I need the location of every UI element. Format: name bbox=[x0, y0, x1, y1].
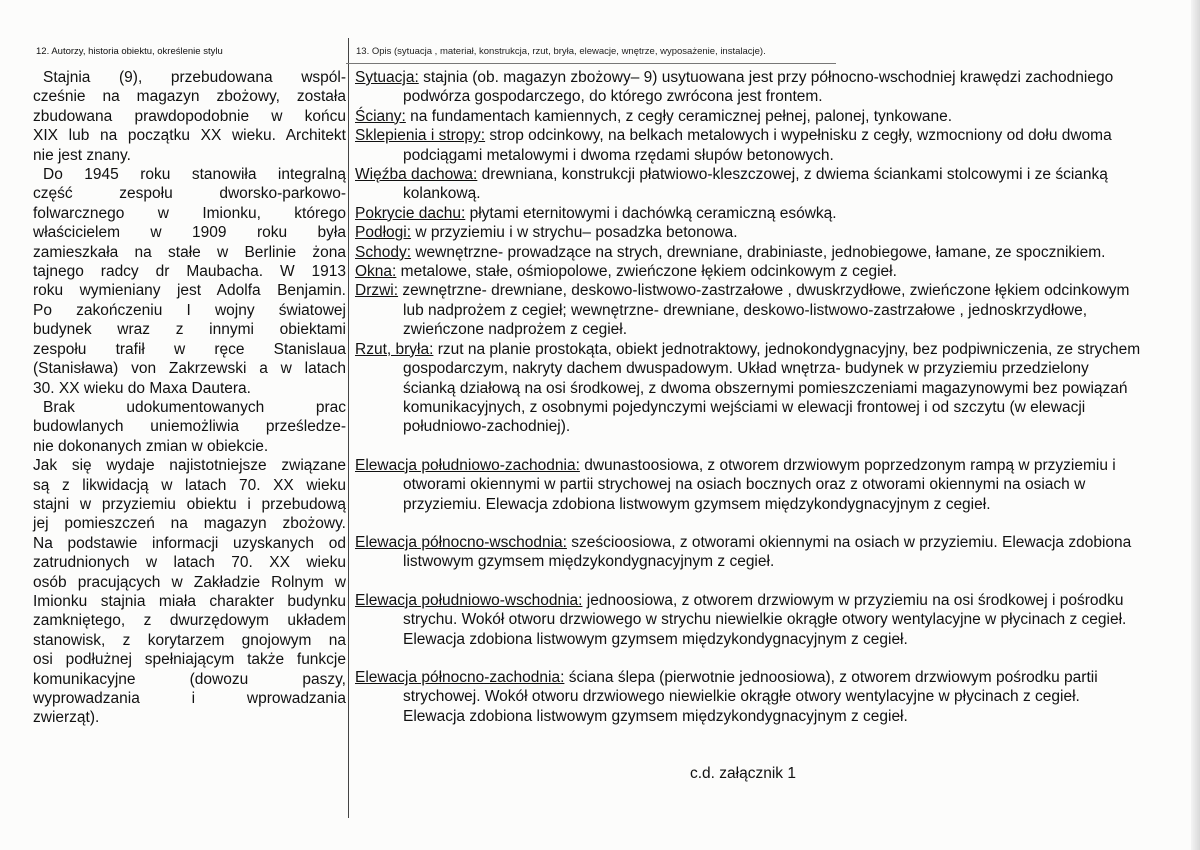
description-section bbox=[355, 591, 1145, 649]
description-section bbox=[355, 533, 1145, 572]
history-line: osi podłużnej spełniającym także funkcje bbox=[33, 651, 346, 669]
history-line: nie dokonanych zmian w obiekcie. bbox=[33, 437, 269, 455]
history-line: zamieszkała na stałe w Berlinie żona bbox=[33, 243, 346, 261]
section-label: Elewacja północno-wschodnia: bbox=[355, 533, 567, 551]
section-text: drewniana, konstrukcji płatwiowo-kleszczowej, z dwiema ściankami stolcowymi i ze ścianką kolankową. bbox=[403, 166, 1108, 203]
history-line: zbudowana prawdopodobnie w końcu bbox=[33, 107, 346, 125]
history-line: budynek wraz z innymi obiektami bbox=[33, 321, 346, 339]
section-label: Sytuacja: bbox=[355, 69, 419, 86]
description-section bbox=[355, 126, 1145, 165]
description-section bbox=[355, 281, 1145, 339]
history-line: zespołu trafił w ręce Stanislaua bbox=[33, 340, 346, 358]
continuation-note: c.d. załącznik 1 bbox=[690, 765, 796, 782]
history-line: nie jest znany. bbox=[33, 146, 131, 164]
history-line: stajni w przyziemiu obiektu i przebudową bbox=[33, 495, 346, 513]
history-line: cześnie na magazyn zbożowy, została bbox=[33, 88, 346, 106]
column-divider bbox=[348, 38, 349, 818]
description-section bbox=[355, 204, 1145, 223]
history-line: Po zakończeniu I wojny światowej bbox=[33, 301, 346, 319]
section-text: rzut na planie prostokąta, obiekt jednotraktowy, jednokondygnacyjny, bez podpiwniczenia, ze strychem gospodarczym, nakryty dachem dwuspadowym. Układ wnętrza- budynek w przyziemiu przedzielony ścianką działową na osi środkowej, z dwoma obszernymi pomieszczeniami magazynowymi bez powiązań komunikacyjnych, z osobnymi pojedynczymi wejściami w elewacji frontowej i od szczytu (w elewacji południowo-zachodniej). bbox=[403, 340, 1141, 436]
section-label: Drzwi: bbox=[355, 282, 399, 300]
history-line: osób pracujących w Zakładzie Rolnym w bbox=[33, 573, 346, 591]
history-line: tajnego radcy dr Maubacha. W 1913 bbox=[33, 263, 346, 281]
history-line: wyprowadzania i wprowadzania bbox=[33, 690, 346, 707]
section-label: Elewacja południowo-zachodnia: bbox=[355, 456, 580, 474]
history-line: 30. XX wieku do Maxa Dautera. bbox=[33, 379, 251, 397]
history-line: zatrudnionych w latach 70. XX wieku bbox=[33, 554, 346, 572]
heading-underline bbox=[346, 63, 836, 64]
history-line: właścicielem w 1909 roku była bbox=[33, 224, 346, 242]
description-section bbox=[355, 668, 1145, 726]
history-line: Stajnia (9), przebudowana wspól- bbox=[43, 69, 346, 86]
history-line: Na podstawie informacji uzyskanych od bbox=[33, 534, 346, 552]
section-label: Sklepienia i stropy: bbox=[355, 127, 486, 145]
section-label: Elewacja północno-zachodnia: bbox=[355, 668, 565, 686]
history-line: XIX lub na początku XX wieku. Architekt bbox=[33, 127, 346, 145]
description-section bbox=[355, 243, 1145, 262]
page-edge-shadow bbox=[1191, 0, 1200, 850]
description-section bbox=[355, 107, 1145, 126]
history-line: część zespołu dworsko-parkowo- bbox=[33, 185, 346, 203]
history-line: Imionku stajnia miała charakter budynku bbox=[33, 592, 346, 610]
section-text: jednoosiowa, z otworem drzwiowym w przyziemiu na osi środkowej i pośrodku strychu. Wokół otworu drzwiowego w strychu niewielkie okrągłe otwory wentylacyjne w płycinach z cegieł. Elewacja zdobiona listwowym gzymsem międzykondygnacyjnym z cegieł. bbox=[403, 591, 1127, 648]
section-text: wewnętrzne- prowadzące na strych, drewniane, drabiniaste, jednobiegowe, łamane, ze spocznikiem. bbox=[415, 243, 1106, 261]
description-section bbox=[355, 68, 1145, 107]
section-label: Elewacja południowo-wschodnia: bbox=[355, 591, 583, 609]
history-line: Do 1945 roku stanowiła integralną bbox=[43, 166, 346, 184]
description-section bbox=[355, 262, 1145, 281]
description-section bbox=[355, 340, 1145, 437]
history-line: Jak się wydaje najistotniejsze związane bbox=[33, 457, 346, 475]
description-section bbox=[355, 456, 1145, 514]
section-text: zewnętrzne- drewniane, deskowo-listwowo-zastrzałowe , dwuskrzydłowe, zwieńczone łękiem odcinkowym lub nadprożem z cegieł; wewnętrzne- drewniane, deskowo-listwowo-zastrzałowe , jednoskrzydłowe, zwieńczone nadprożem z cegieł. bbox=[402, 282, 1130, 339]
description-text-column bbox=[355, 68, 1145, 726]
section-text: ściana ślepa (pierwotnie jednoosiowa), z otworem drzwiowym pośrodku partii strychowej. Wokół otworu drzwiowego niewielkie okrągłe otwory wentylacyjne w płycinach z cegieł. Elewacja zdobiona listwowym gzymsem międzykondygnacyjnym z cegieł. bbox=[403, 668, 1098, 725]
history-line: Brak udokumentowanych prac bbox=[43, 398, 346, 416]
history-line: jej pomieszczeń na magazyn zbożowy. bbox=[33, 515, 346, 533]
history-line: zamkniętego, z dwurzędowym układem bbox=[33, 612, 346, 630]
history-line: (Stanisława) von Zakrzewski a w latach bbox=[33, 360, 346, 378]
section-label: Okna: bbox=[355, 263, 397, 281]
section-text: strop odcinkowy, na belkach metalowych i wypełnisku z cegły, wzmocniony od dołu dwoma podciągami metalowymi i dwoma rzędami słupów betonowych. bbox=[403, 127, 1112, 164]
description-section bbox=[355, 223, 1145, 242]
history-line: folwarcznego w Imionku, którego bbox=[33, 204, 346, 222]
section-text: metalowe, stałe, ośmiopolowe, zwieńczone łękiem odcinkowym z cegieł. bbox=[400, 263, 897, 281]
history-line: komunikacyjne (dowozu paszy, bbox=[33, 670, 346, 688]
section-label: Podłogi: bbox=[355, 224, 412, 242]
section-text: dwunastoosiowa, z otworem drzwiowym poprzedzonym rampą w przyziemiu i otworami okiennymi w partii strychowej na osiach bocznych oraz z otworami okiennymi na osiach w przyziemiu. Elewacja zdobiona listwowym gzymsem międzykondygnacyjnym z cegieł. bbox=[403, 456, 1116, 513]
section-label: Pokrycie dachu: bbox=[355, 204, 466, 222]
section-text: sześcioosiowa, z otworami okiennymi na osiach w przyziemiu. Elewacja zdobiona listwowym gzymsem międzykondygnacyjnym z cegieł. bbox=[403, 533, 1132, 571]
section-text: płytami eternitowymi i dachówką ceramiczną esówką. bbox=[469, 204, 837, 222]
history-line: zwierząt). bbox=[33, 709, 100, 727]
history-line: są z likwidacją w latach 70. XX wieku bbox=[33, 476, 346, 494]
section-label: Rzut, bryła: bbox=[355, 340, 434, 358]
history-line: stanowisk, z korytarzem gnojowym na bbox=[33, 631, 346, 649]
section-label: Ściany: bbox=[355, 107, 406, 125]
section-text: w przyziemiu i w strychu– posadzka betonowa. bbox=[415, 224, 738, 242]
section-label: Schody: bbox=[355, 243, 412, 261]
section-label: Więźba dachowa: bbox=[355, 166, 478, 184]
section-text: stajnia (ob. magazyn zbożowy– 9) usytuowana jest przy północno-wschodniej krawędzi zachodniego podwórza gospodarczego, do którego zwrócona jest frontem. bbox=[403, 69, 1114, 106]
history-line: roku wymieniany jest Adolfa Benjamin. bbox=[33, 282, 346, 300]
description-section bbox=[355, 165, 1145, 204]
section-12-heading: 12. Autorzy, historia obiektu, określenie stylu bbox=[36, 46, 223, 57]
section-13-heading: 13. Opis (sytuacja , materiał, konstrukcja, rzut, bryła, elewacje, wnętrze, wyposażenie, instalacje). bbox=[356, 46, 766, 57]
section-text: na fundamentach kamiennych, z cegły ceramicznej pełnej, palonej, tynkowane. bbox=[410, 107, 953, 125]
history-line: budowlanych uniemożliwia prześledze- bbox=[33, 418, 346, 436]
history-text-column bbox=[33, 68, 346, 728]
